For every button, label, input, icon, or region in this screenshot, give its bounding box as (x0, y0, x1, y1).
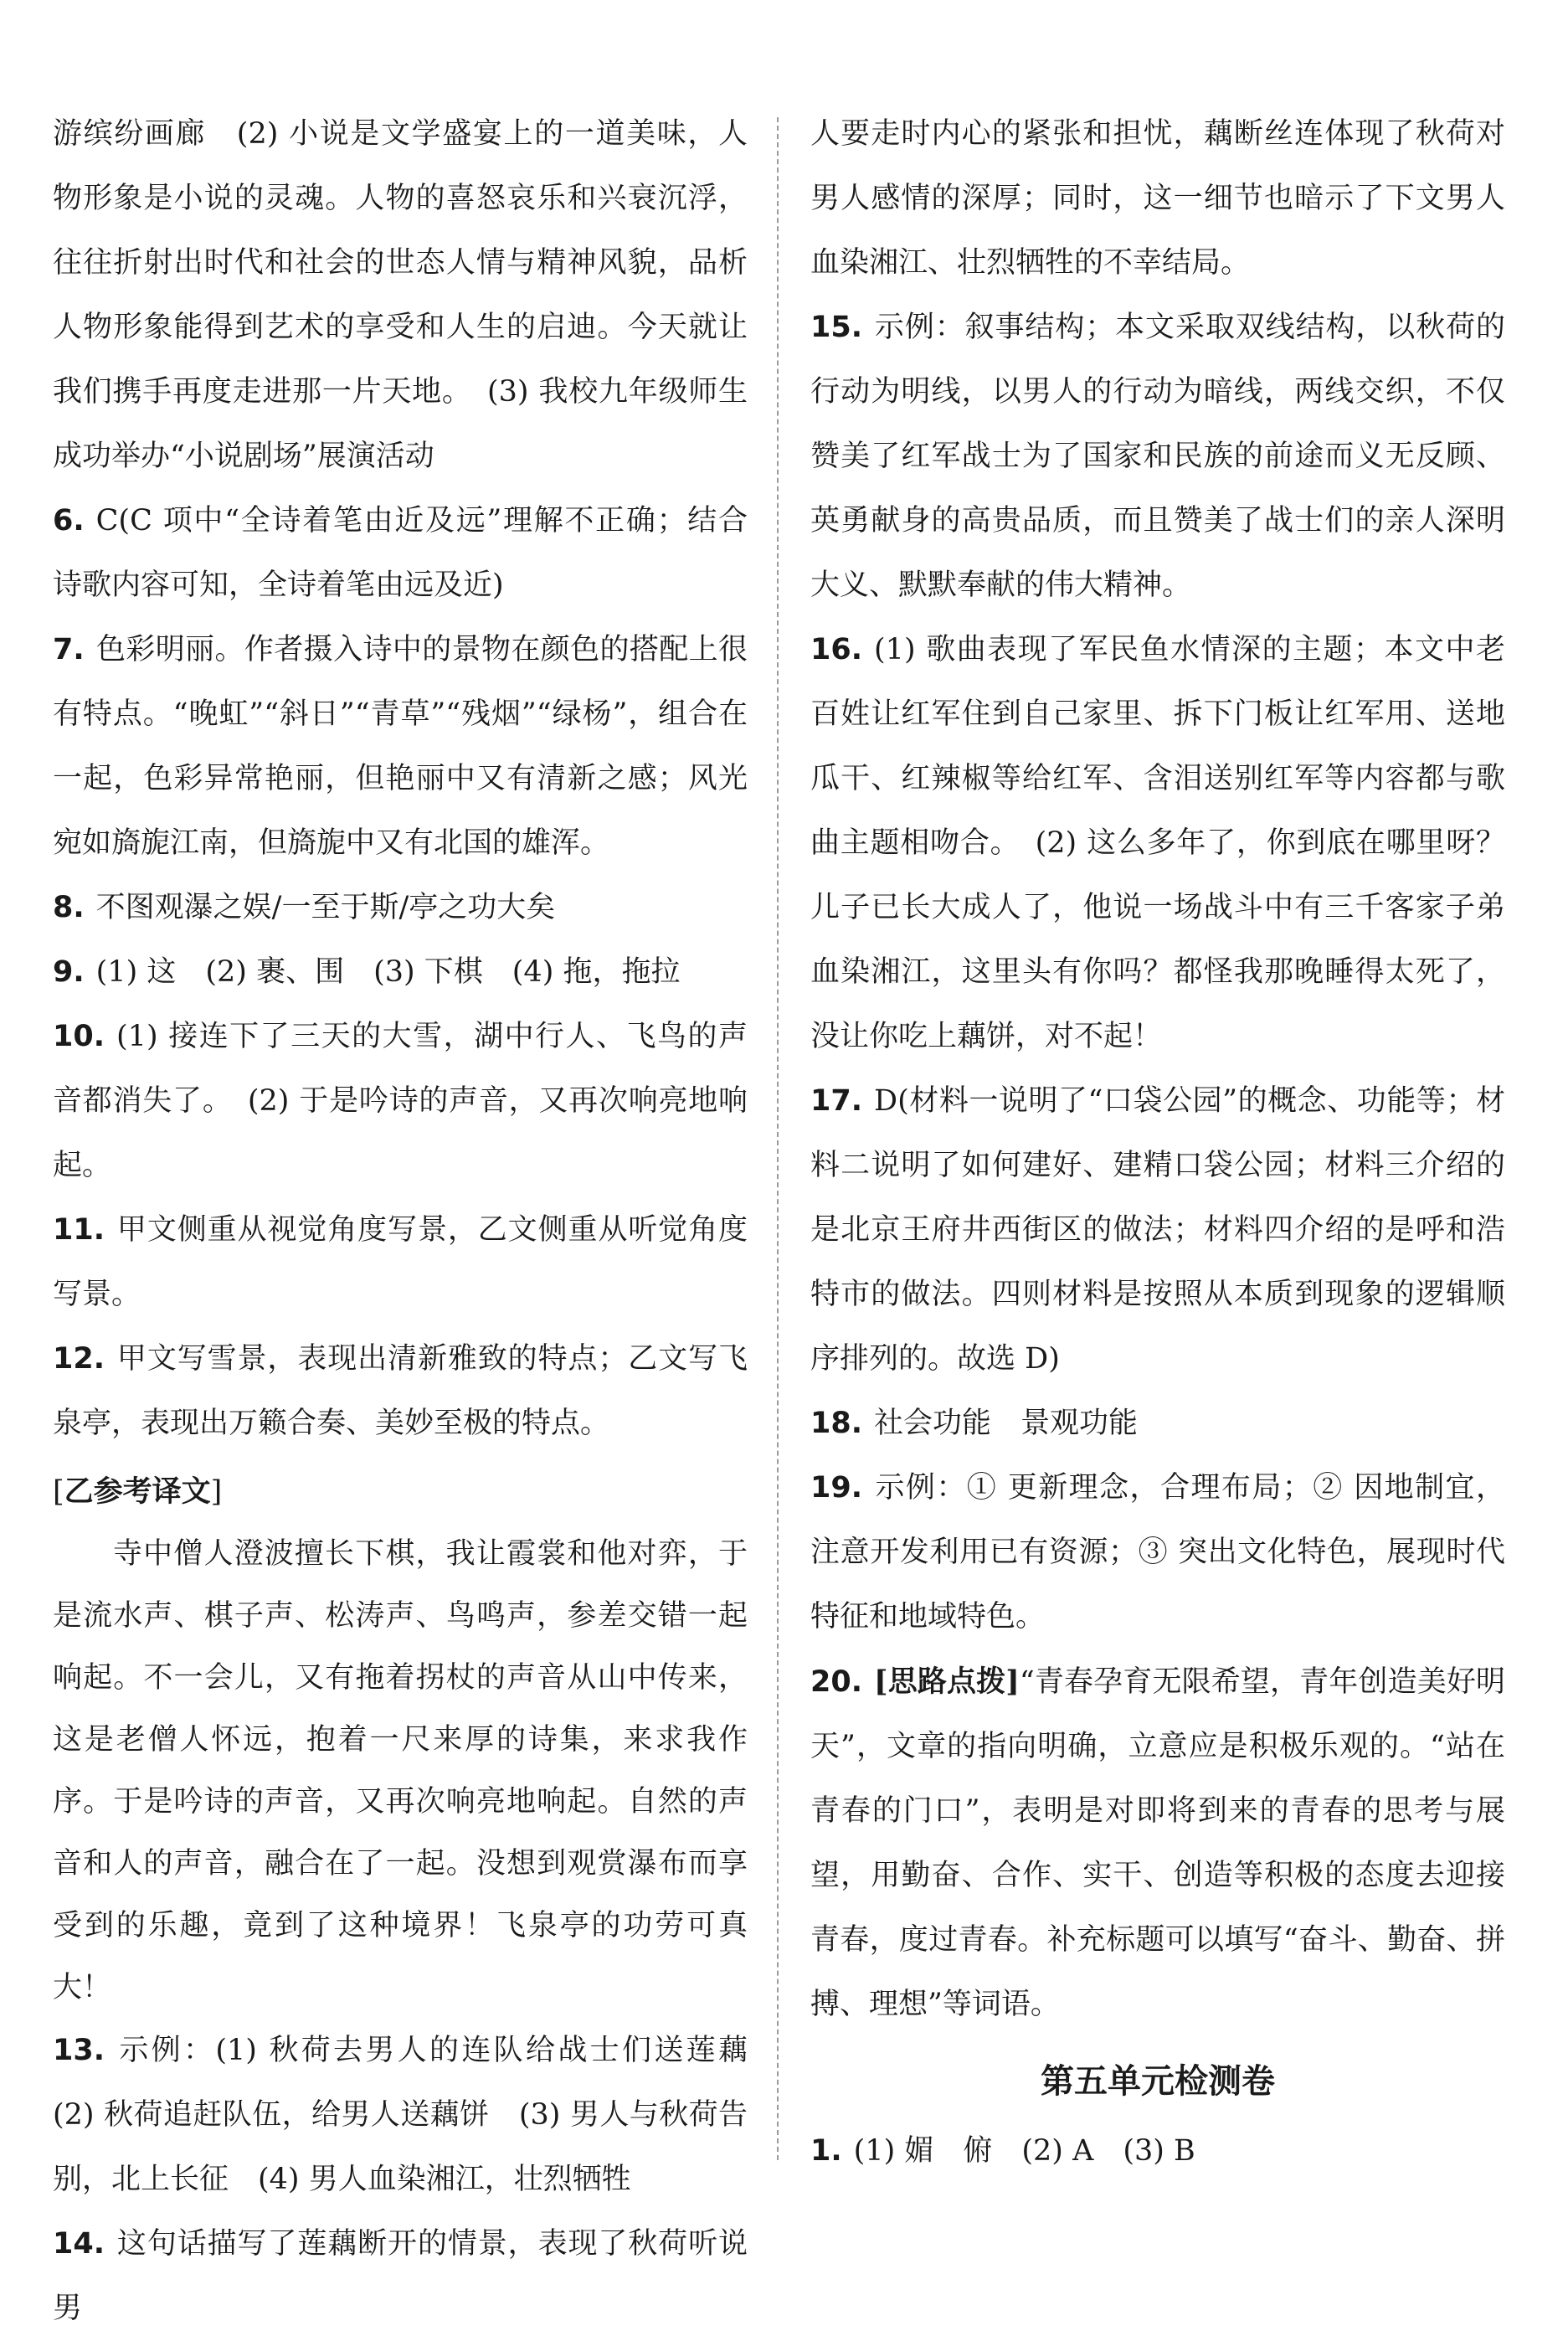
answer-16 (810, 618, 1505, 1069)
answer-9 (53, 940, 748, 1005)
answer-18 (810, 1392, 1505, 1456)
answer-13-text: 示例：(1) 秋荷去男人的连队给战士们送莲藕 (2) 秋荷追赶队伍，给男人送藕饼 (3) 男人与秋荷告别，北上长征 (4) 男人血染湘江，壮烈牺牲 (53, 2034, 778, 2196)
answer-8-text: 不图观瀑之娱/一至于斯/亭之功大矣 (95, 891, 556, 924)
left-column (53, 102, 778, 2341)
answer-7 (53, 618, 748, 876)
answer-15-text: 示例：叙事结构；本文采取双线结构，以秋荷的行动为明线，以男人的行动为暗线，两线交织，不仅赞美了红军战士为了国家和民族的前途而义无反顾、英勇献身的高贵品质，而且赞美了战士们的亲人深明大义、默默奉献的伟大精神。 (810, 311, 1505, 602)
answer-12 (53, 1327, 748, 1456)
answer-7-number: 7. (53, 633, 85, 666)
answer-11-number: 11. (53, 1213, 105, 1247)
section-title: 第五单元检测卷 (1041, 2062, 1275, 2101)
answer-20-number: 20. (810, 1665, 863, 1699)
translation-bracket-open: [ (53, 1475, 64, 1509)
answer-11 (53, 1198, 748, 1327)
answer-10-number: 10. (53, 1020, 105, 1053)
answer-6 (53, 489, 748, 618)
answer-13-number: 13. (53, 2034, 105, 2067)
answer-8 (53, 876, 748, 940)
answer-15 (810, 296, 1505, 618)
answer-16-number: 16. (810, 633, 863, 666)
answer-10-text: (1) 接连下了三天的大雪，湖中行人、飞鸟的声音都消失了。 (2) 于是吟诗的声音，又再次响亮地响起。 (53, 1020, 748, 1182)
answer-8-number: 8. (53, 891, 85, 924)
column-divider (777, 117, 779, 2160)
answer-19-text: 示例：① 更新理念，合理布局；② 因地制宜，注意开发利用已有资源；③ 突出文化特色，展现时代特征和地域特色。 (810, 1471, 1505, 1634)
answer-12-number: 12. (53, 1342, 105, 1376)
answer-10 (53, 1005, 748, 1198)
answer-17 (810, 1069, 1505, 1392)
right-column (810, 102, 1505, 2184)
answer-20-tag: [思路点拨] (874, 1664, 1020, 1699)
answer-14-text: 这句话描写了莲藕断开的情景，表现了秋荷听说男 (53, 2227, 748, 2325)
answer-5-continued: 游缤纷画廊 (2) 小说是文学盛宴上的一道美味，人物形象是小说的灵魂。人物的喜怒哀乐和兴衰沉浮，往往折射出时代和社会的世态人情与精神风貌，品析人物形象能得到艺术的享受和人生的启迪。今天就让我们携手再度走进那一片天地。 (3) 我校九年级师生成功举办“小说剧场”展演活动 (53, 117, 748, 473)
answer-14 (53, 2212, 748, 2341)
translation-heading-text: 乙参考译文 (64, 1474, 211, 1509)
answer-20 (810, 1649, 1505, 2037)
unit5-answer-1-text: (1) 媚 俯 (2) A (3) B (853, 2134, 1195, 2168)
answer-13 (53, 2019, 778, 2212)
answer-16-text: (1) 歌曲表现了军民鱼水情深的主题；本文中老百姓让红军住到自己家里、拆下门板让红军用、送地瓜干、红辣椒等给红军、含泪送别红军等内容都与歌曲主题相吻合。 (2) 这么多年了，你到底在哪里呀？儿子已长大成人了，他说一场战斗中有三千客家子弟血染湘江，这里头有你吗？都怪我那晚睡得太死了，没让你吃上藕饼，对不起！ (810, 633, 1505, 1053)
answer-6-text: C(C 项中“全诗着笔由近及远”理解不正确；结合诗歌内容可知，全诗着笔由远及近) (53, 504, 748, 602)
answer-19 (810, 1456, 1505, 1649)
answer-17-number: 17. (810, 1084, 863, 1118)
answer-6-number: 6. (53, 504, 85, 538)
answer-18-text: 社会功能 景观功能 (874, 1407, 1139, 1440)
answer-17-text: D(材料一说明了“口袋公园”的概念、功能等；材料二说明了如何建好、建精口袋公园；材料三介绍的是北京王府井西街区的做法；材料四介绍的是呼和浩特市的做法。四则材料是按照从本质到现象的逻辑顺序排列的。故选 D) (810, 1084, 1505, 1376)
answer-12-text: 甲文写雪景，表现出清新雅致的特点；乙文写飞泉亭，表现出万籁合奏、美妙至极的特点。 (53, 1342, 748, 1440)
unit5-answer-1 (810, 2119, 1505, 2184)
translation-heading (53, 1461, 748, 1523)
translation-text: 寺中僧人澄波擅长下棋，我让霞裳和他对弈，于是流水声、棋子声、松涛声、鸟鸣声，参差交错一起响起。不一会儿，又有拖着拐杖的声音从山中传来，这是老僧人怀远，抱着一尺来厚的诗集，来求我作序。于是吟诗的声音，又再次响亮地响起。自然的声音和人的声音，融合在了一起。没想到观赏瀑布而享受到的乐趣，竟到了这种境界！飞泉亭的功劳可真大！ (53, 1537, 748, 2004)
answer-14-number: 14. (53, 2227, 105, 2261)
answer-9-number: 9. (53, 955, 85, 989)
answer-7-text: 色彩明丽。作者摄入诗中的景物在颜色的搭配上很有特点。“晚虹”“斜日”“青草”“残烟”“绿杨”，组合在一起，色彩异常艳丽，但艳丽中又有清新之感；风光宛如旖旎江南，但旖旎中又有北国的雄浑。 (53, 633, 748, 860)
unit5-answer-1-number: 1. (810, 2134, 842, 2168)
answer-20-text: “青春孕育无限希望，青年创造美好明天”，文章的指向明确，立意应是积极乐观的。“站在青春的门口”，表明是对即将到来的青春的思考与展望，用勤奋、合作、实干、创造等积极的态度去迎接青春，度过青春。补充标题可以填写“奋斗、勤奋、拼搏、理想”等词语。 (810, 1665, 1505, 2021)
answer-11-text: 甲文侧重从视觉角度写景，乙文侧重从听觉角度写景。 (53, 1213, 748, 1311)
answer-14-continued: 人要走时内心的紧张和担忧，藕断丝连体现了秋荷对男人感情的深厚；同时，这一细节也暗示了下文男人血染湘江、壮烈牺牲的不幸结局。 (810, 117, 1505, 280)
answer-18-number: 18. (810, 1407, 863, 1440)
translation-bracket-close: ] (210, 1475, 223, 1509)
answer-19-number: 19. (810, 1471, 863, 1505)
answer-9-text: (1) 这 (2) 裹、围 (3) 下棋 (4) 拖，拖拉 (95, 955, 681, 989)
answer-15-number: 15. (810, 311, 863, 344)
